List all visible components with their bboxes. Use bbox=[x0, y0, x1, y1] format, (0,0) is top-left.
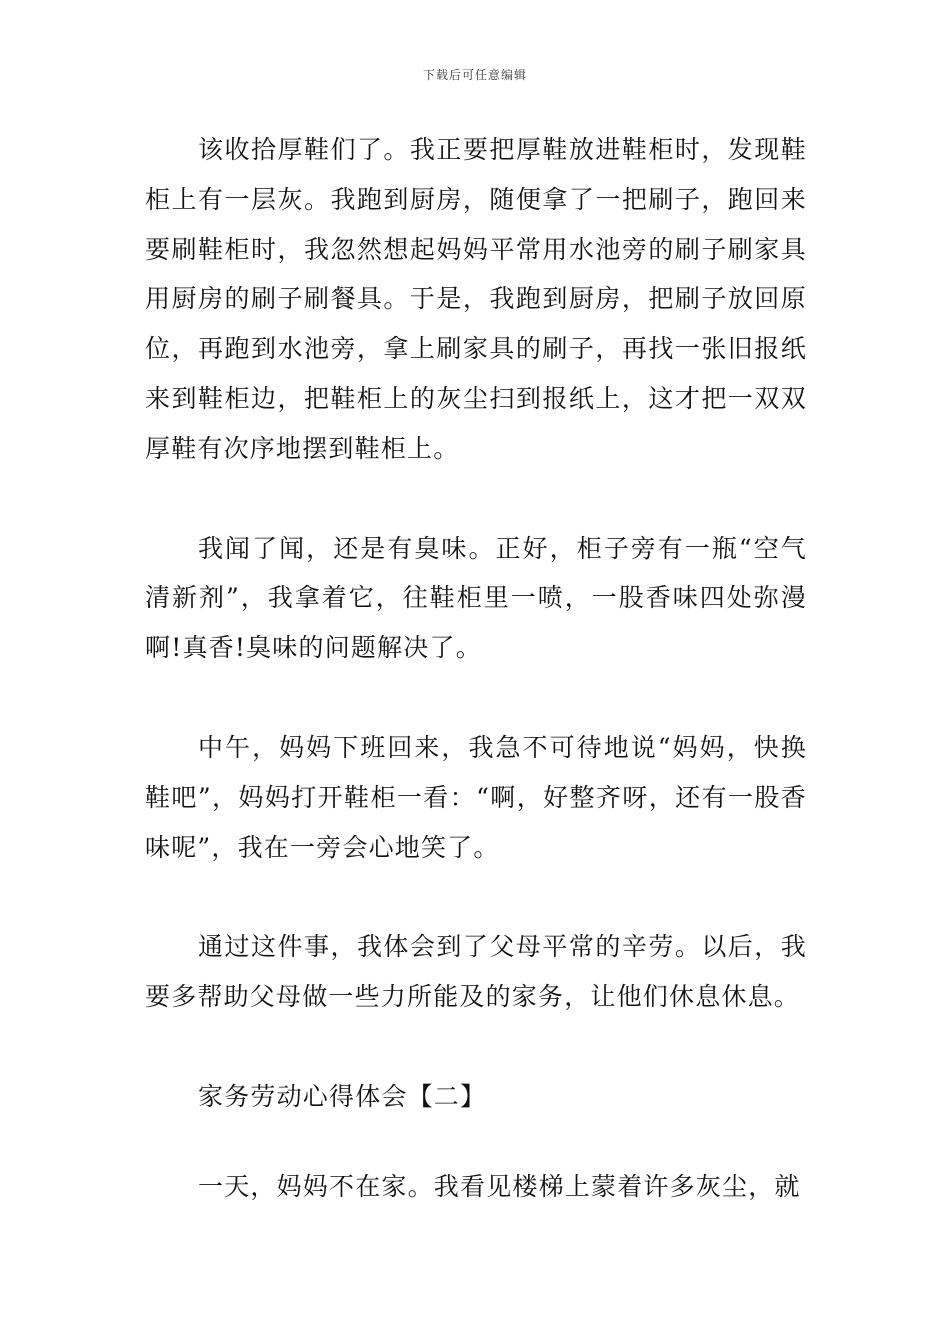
paragraph-6: 一天，妈妈不在家。我看见楼梯上蒙着许多灰尘，就 bbox=[198, 1171, 801, 1201]
paragraph-1: 该收拾厚鞋们了。我正要把厚鞋放进鞋柜时，发现鞋柜上有一层灰。我跑到厨房，随便拿了一把刷子，跑回来要刷鞋柜时，我忽然想起妈妈平常用水池旁的刷子刷家具用厨房的刷子刷餐具。于是，我跑到厨房，把刷子放回原位，再跑到水池旁，拿上刷家具的刷子，再找一张旧报纸来到鞋柜边，把鞋柜上的灰尘扫到报纸上，这才把一双双厚鞋有次序地摆到鞋柜上。 bbox=[145, 135, 807, 463]
paragraph-3: 中午，妈妈下班回来，我急不可待地说“妈妈，快换鞋吧”，妈妈打开鞋柜一看：“啊，好整齐呀，还有一股香味呢”，我在一旁会心地笑了。 bbox=[145, 732, 807, 862]
section-heading: 家务劳动心得体会【二】 bbox=[198, 1081, 487, 1111]
document-body bbox=[145, 125, 807, 1212]
paragraph-4: 通过这件事，我体会到了父母平常的辛劳。以后，我要多帮助父母做一些力所能及的家务，让他们休息休息。 bbox=[145, 932, 807, 1012]
paragraph-2: 我闻了闻，还是有臭味。正好，柜子旁有一瓶“空气清新剂”，我拿着它，往鞋柜里一喷，一股香味四处弥漫啊!真香!臭味的问题解决了。 bbox=[145, 533, 807, 663]
header-note: 下载后可任意编辑 bbox=[422, 68, 527, 82]
